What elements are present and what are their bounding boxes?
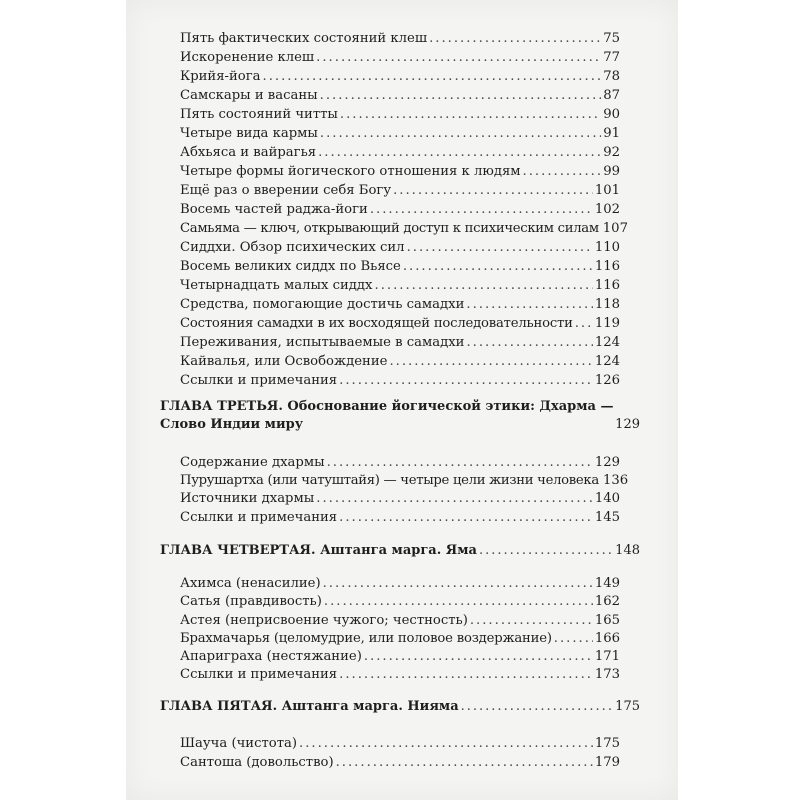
toc-entry: [180, 334, 620, 352]
toc-entry-page: 116: [594, 259, 620, 274]
toc-entry-label: Ссылки и примечания: [180, 510, 338, 525]
toc-entry: [180, 30, 620, 48]
toc-entry-page: 91: [603, 126, 620, 141]
toc-entry: [180, 182, 620, 200]
leader-dots: [389, 353, 592, 371]
toc-entry-label: Восемь частей раджа-йоги: [180, 202, 368, 217]
toc-entry-label: Абхьяса и вайрагья: [180, 145, 317, 160]
toc-entry: [180, 296, 620, 314]
toc-entry-label: Пять состояний читты: [180, 107, 338, 122]
leader-dots: [393, 182, 593, 200]
toc-entry-page: 119: [594, 316, 620, 331]
leader-dots: [318, 144, 601, 162]
chapter-title-line1: ГЛАВА ТРЕТЬЯ. Обоснование йогической этики: Дхарма —: [160, 399, 614, 414]
toc-entry-page: 99: [603, 164, 620, 179]
chapter-page: 148: [615, 543, 640, 558]
leader-dots: [461, 698, 614, 716]
toc-entry: [180, 612, 620, 630]
leader-dots: [470, 612, 593, 630]
toc-entry-page: 87: [603, 88, 620, 103]
toc-entry-label: Астея (неприсвоение чужого; честность): [180, 613, 468, 628]
leader-dots: [320, 87, 602, 105]
toc-entry: [180, 68, 620, 86]
toc-entry-label: Шауча (чистота): [180, 736, 298, 751]
toc-entry: [180, 163, 620, 181]
leader-dots: [403, 258, 593, 276]
leader-dots: [336, 754, 593, 772]
toc-entry-label: Ещё раз о вверении себя Богу: [180, 183, 392, 198]
toc-entry: [180, 277, 620, 295]
toc-entry-page: 175: [594, 736, 620, 751]
toc-entry: [180, 593, 620, 611]
leader-dots: [523, 163, 602, 181]
toc-entry-page: 92: [603, 145, 620, 160]
leader-dots: [320, 125, 601, 143]
toc-entry-label: Кайвалья, или Освобождение: [180, 354, 388, 369]
toc-entry-page: 171: [594, 649, 620, 664]
toc-entry-label: Крийя-йога: [180, 69, 261, 84]
toc-entry-page: 136: [602, 473, 629, 488]
toc-entry-page: 162: [594, 594, 620, 609]
toc-entry-page: 149: [594, 576, 620, 591]
chapter-heading: [160, 542, 640, 560]
toc-entry: [180, 315, 620, 333]
toc-entry-page: 124: [594, 354, 620, 369]
toc-entry: [180, 353, 620, 371]
toc-entry: [180, 648, 620, 666]
toc-entry: [180, 666, 620, 684]
leader-dots: [466, 334, 592, 352]
toc-entry: [180, 49, 620, 67]
toc-entry-page: 173: [594, 667, 620, 682]
toc-entry: [180, 630, 620, 648]
toc-entry-label: Содержание дхармы: [180, 455, 325, 470]
toc-entry-label: Пурушартха (или чатуштайя) — четыре цели жизни человека: [180, 473, 599, 488]
toc-entry-page: 140: [594, 491, 620, 506]
chapter-page: 129: [615, 417, 640, 432]
toc-entry-page: 179: [594, 755, 620, 770]
toc-entry-label: Сиддхи. Обзор психических сил: [180, 240, 405, 255]
toc-entry: [180, 201, 620, 219]
toc-entry: [180, 239, 620, 257]
leader-dots: [316, 49, 601, 67]
leader-dots: [339, 372, 593, 390]
leader-dots: [466, 296, 592, 314]
toc-entry-label: Самьяма — ключ, открывающий доступ к психическим силам: [180, 221, 599, 236]
chapter-title-line2: Слово Индии миру: [160, 417, 304, 432]
leader-dots: [299, 735, 593, 753]
toc-entry: [180, 106, 620, 124]
toc-entry-label: Средства, помогающие достичь самадхи: [180, 297, 465, 312]
chapter-title: ГЛАВА ПЯТАЯ. Аштанга марга. Нияма: [160, 699, 459, 714]
toc-entry-page: 124: [594, 335, 620, 350]
toc-entry-page: 107: [602, 221, 628, 236]
toc-entry-label: Переживания, испытываемые в самадхи: [180, 335, 465, 350]
toc-entry-page: 165: [594, 613, 620, 628]
chapter-page: 175: [615, 699, 640, 714]
toc-entry-page: 126: [594, 373, 620, 388]
toc-entry-page: 75: [603, 31, 620, 46]
toc-entry-label: Самскары и васаны: [180, 88, 318, 103]
toc-entry-page: 129: [594, 455, 620, 470]
toc-entry: [180, 372, 620, 390]
toc-entry: [180, 575, 620, 593]
leader-dots: [575, 315, 593, 333]
toc-entry: [180, 144, 620, 162]
toc-entry: [180, 754, 620, 772]
toc-entry-page: 166: [594, 631, 620, 646]
leader-dots: [370, 201, 593, 219]
toc-entry-label: Пять фактических состояний клеш: [180, 31, 428, 46]
toc-entry-label: Четыре формы йогического отношения к людям: [180, 164, 521, 179]
chapter-heading: [160, 398, 640, 434]
toc-entry-page: 78: [603, 69, 620, 84]
toc-entry: [180, 490, 620, 508]
leader-dots: [340, 106, 601, 124]
toc-entry: [180, 735, 620, 753]
toc-entry-label: Ахимса (ненасилие): [180, 576, 321, 591]
leader-dots: [375, 277, 593, 295]
chapter-title-line2-row: [160, 416, 640, 434]
toc-entry-label: Ссылки и примечания: [180, 667, 338, 682]
leader-dots: [316, 490, 593, 508]
toc-entry: [180, 125, 620, 143]
toc-entry-page: 102: [594, 202, 620, 217]
toc-entry-page: 77: [603, 50, 620, 65]
leader-dots: [339, 666, 593, 684]
leader-dots: [263, 68, 602, 86]
toc-entry-label: Источники дхармы: [180, 491, 315, 506]
toc-entry-page: 90: [603, 107, 620, 122]
toc-entry: [180, 454, 620, 472]
toc-entry-page: 118: [594, 297, 620, 312]
toc-entry-label: Состояния самадхи в их восходящей последовательности: [180, 316, 573, 331]
toc-entry-label: Четырнадцать малых сиддх: [180, 278, 373, 293]
toc-entry: [180, 509, 620, 527]
toc-entry: [180, 220, 628, 238]
chapter-title: ГЛАВА ЧЕТВЕРТАЯ. Аштанга марга. Яма: [160, 543, 477, 558]
leader-dots: [323, 575, 593, 593]
toc-entry-page: 110: [594, 240, 620, 255]
leader-dots: [327, 454, 593, 472]
toc-entry-label: Апариграха (нестяжание): [180, 649, 362, 664]
toc-entry-page: 116: [594, 278, 620, 293]
toc-entry: [180, 87, 620, 105]
toc-entry-page: 145: [594, 510, 620, 525]
toc-entry-label: Четыре вида кармы: [180, 126, 318, 141]
leader-dots: [479, 542, 613, 560]
leader-dots: [554, 630, 593, 648]
toc-entry-page: 101: [594, 183, 620, 198]
leader-dots: [339, 509, 593, 527]
leader-dots: [429, 30, 601, 48]
toc-entry-label: Брахмачарья (целомудрие, или половое воздержание): [180, 631, 552, 646]
toc-entry-label: Восемь великих сиддх по Вьясе: [180, 259, 401, 274]
leader-dots: [407, 239, 593, 257]
leader-dots: [324, 593, 593, 611]
chapter-heading: [160, 698, 640, 716]
toc-entry-label: Сантоша (довольство): [180, 755, 334, 770]
toc-entry: [180, 258, 620, 276]
toc-entry: [180, 472, 629, 490]
toc-entry-label: Сатья (правдивость): [180, 594, 322, 609]
toc-entry-label: Искоренение клеш: [180, 50, 315, 65]
leader-dots: [364, 648, 593, 666]
toc-entry-label: Ссылки и примечания: [180, 373, 338, 388]
